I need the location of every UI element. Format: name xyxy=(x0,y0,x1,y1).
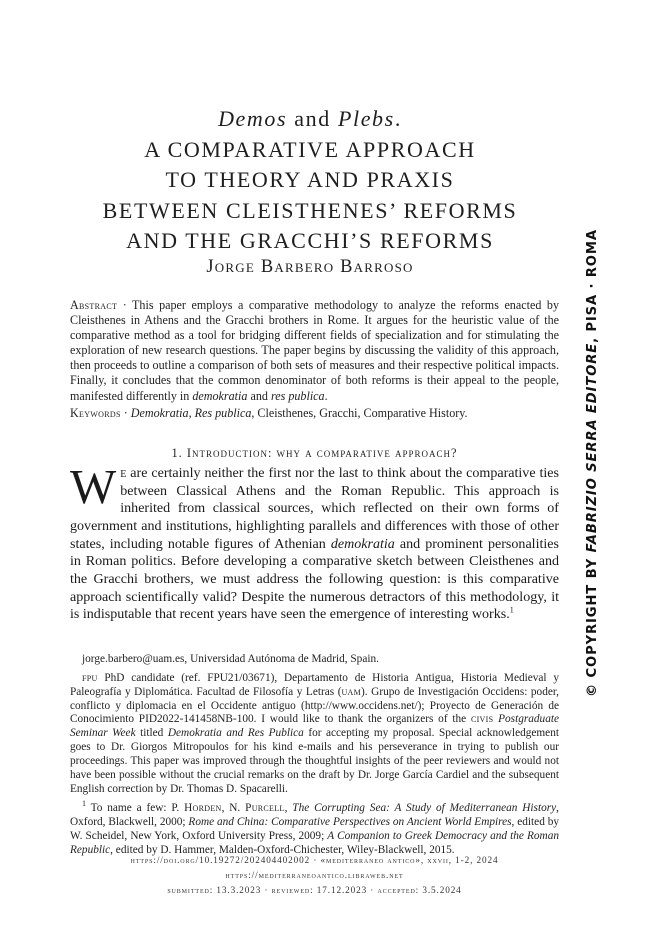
author-name: Jorge Barbero Barroso xyxy=(206,257,414,277)
footer-doi[interactable]: https://doi.org/10.19272/202404402002 · «mediterraneo antico», xxvii, 1-2, 2024 xyxy=(130,855,499,865)
abstract-demokratia: demokratia xyxy=(192,388,248,403)
body-demokratia: demokratia xyxy=(330,535,395,552)
title-period: . xyxy=(394,106,402,131)
abstract xyxy=(70,298,559,421)
copyright-place: , PISA · ROMA xyxy=(585,229,600,343)
drop-cap-rest: e xyxy=(120,465,127,481)
keywords-comma: , xyxy=(188,405,195,420)
footer-dates: submitted: 13.3.2023 · reviewed: 17.12.2023 · accepted: 3.5.2024 xyxy=(167,885,462,895)
fn1-italic-3: A Companion to Greek Democracy and the Roman Republic xyxy=(70,830,559,856)
title-line-1 xyxy=(70,104,550,135)
drop-cap: W xyxy=(70,459,117,514)
footnotes xyxy=(70,653,559,858)
fn1-text-c: , xyxy=(284,802,293,815)
fn1-text-e: , edited by W. Scheidel, New York, Oxford University Press, 2009; xyxy=(70,816,560,843)
fn1-purcell: Purcell xyxy=(245,802,285,815)
footer-url[interactable]: https://mediterraneoantico.libraweb.net xyxy=(225,870,404,880)
funding-note xyxy=(70,672,559,797)
copyright-publisher: FABRIZIO SERRA EDITORE xyxy=(585,342,600,553)
fn1-italic-2: Rome and China: Comparative Perspectives on Ancient World Empires xyxy=(188,816,512,829)
funding-abbr: fpu xyxy=(82,671,98,684)
keywords-separator: · xyxy=(120,405,131,420)
footnote-1 xyxy=(70,799,560,857)
funding-italic-2: Demokratia and Res Publica xyxy=(167,727,304,740)
body-paragraph xyxy=(70,459,559,624)
title-and: and xyxy=(287,106,338,131)
copyright-prefix: © COPYRIGHT BY xyxy=(585,552,600,697)
funding-text-d: for accepting my proposal. Special acknowledgement goes to Dr. Giorgos Mitropoulos for his kind e-mails and his perseverance in trying to publish our proceedings. This paper was improved through the thoughtful insights of the peer reviewers and would not have been possible without the crucial remarks on the draft by Dr. Jorge García Cardiel and the subsequent English correction by Dr. Thomas D. Spacarelli. xyxy=(70,727,559,795)
footnote-ref-1[interactable]: 1 xyxy=(509,605,514,615)
title-line-4: BETWEEN CLEISTHENES’ REFORMS xyxy=(102,197,518,223)
fn1-text-a: To name a few: P. xyxy=(86,802,185,815)
body-text-2: and prominent personalities in Roman politics. Before developing a comparative sketch between Cleisthenes and the Gracchi brothers, we must address the following question: is this comparative approach scientifically valid? Despite the numerous detractors of this methodology, it is indisputable that recent years have seen the emergence of interesting works. xyxy=(70,535,559,623)
page-footer xyxy=(70,853,559,898)
funding-text-a: PhD candidate (ref. FPU21/03671), Departamento de Historia Antigua, Historia Medieval y Paleografía y Diplomática. Facultad de Filosofía y Letras ( xyxy=(70,671,559,698)
author-email-note: jorge.barbero@uam.es, Universidad Autónoma de Madrid, Spain. xyxy=(82,653,379,665)
title-line-3: TO THEORY AND PRAXIS xyxy=(165,167,455,193)
keyword-demokratia: Demokratia xyxy=(130,405,189,420)
fn1-text-f: , edited by D. Hammer, Malden-Oxford-Chichester, Wiley-Blackwell, 2015. xyxy=(110,843,455,856)
fn1-text-b: , N. xyxy=(221,802,246,815)
funding-italic-1: Postgraduate Seminar Week xyxy=(70,713,559,740)
body-text-1: are certainly neither the first nor the last to think about the comparative ties between Classical Athens and the Roman Republic. This approach is inherited from classical sources, which reflected on their own forms of government and institutions, highlighting parallels and differences with those of other states, including notable figures of Athenian xyxy=(70,465,559,552)
keyword-res-publica: Res publica xyxy=(194,405,252,420)
funding-civis: civis xyxy=(470,713,494,726)
fn1-horden: Horden xyxy=(184,802,222,815)
fn1-italic-1: The Corrupting Sea: A Study of Mediterranean History xyxy=(292,802,557,815)
abstract-text: This paper employs a comparative methodology to analyze the reforms enacted by Cleisthenes in Athens and the Gracchi brothers in Rome. It argues for the heuristic value of the comparative method as a tool for bridging different fields of specialization and for stimulating the exploration of new research questions. The paper begins by discussing the validity of this approach, then proceeds to outline a comparison of both sets of measures and their respective political impacts. Finally, it concludes that the common denominator of both reforms is their appeal to the people, manifested differently in xyxy=(70,298,559,403)
abstract-paragraph xyxy=(70,298,559,404)
footnote-1-mark: 1 xyxy=(82,799,86,809)
abstract-res-publica: res publica xyxy=(270,388,325,403)
section-heading: 1. Introduction: why a comparative approach? xyxy=(171,446,458,460)
title-demos: Demos xyxy=(218,106,288,131)
abstract-separator: · xyxy=(117,298,133,312)
abstract-end: . xyxy=(324,388,328,403)
fn1-text-d: , Oxford, Blackwell, 2000; xyxy=(70,802,559,829)
title-line-2: A COMPARATIVE APPROACH xyxy=(144,136,476,162)
keywords-label: Keywords xyxy=(70,405,121,420)
funding-text-b: ). Grupo de Investigación Occidens: poder, conflicto y diplomacia en el Occidente antiguo (http://www.occidens.net/); Proyecto de Generación de Conocimiento PID2022-141458NB-100. I would like to thank the organizers of the xyxy=(70,685,559,726)
keywords xyxy=(70,406,559,421)
title-line-5: AND THE GRACCHI’S REFORMS xyxy=(126,228,494,254)
funding-uam: uam xyxy=(341,685,362,698)
abstract-label: Abstract xyxy=(70,298,118,312)
title-plebs: Plebs xyxy=(337,106,395,131)
copyright-notice xyxy=(585,229,600,697)
article-title xyxy=(70,104,550,257)
abstract-and: and xyxy=(247,388,271,403)
body-text xyxy=(70,459,559,624)
funding-text-c: titled xyxy=(135,727,168,740)
keywords-rest: , Cleisthenes, Gracchi, Comparative History. xyxy=(251,405,468,420)
